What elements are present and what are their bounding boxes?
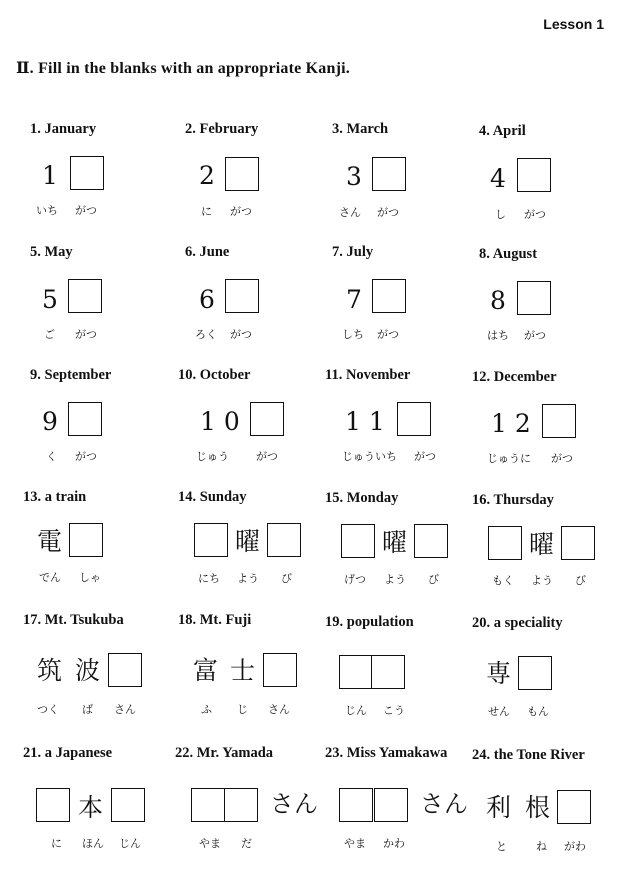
answer-box[interactable] xyxy=(250,402,284,436)
reading-2: がつ xyxy=(230,328,252,341)
answer-box-2[interactable] xyxy=(414,524,448,558)
answer-box-2[interactable] xyxy=(224,788,258,822)
item-number: 5 xyxy=(42,285,58,314)
answer-box-2[interactable] xyxy=(111,788,145,822)
item-21 xyxy=(23,745,173,865)
reading-1: でん xyxy=(39,571,61,584)
reading-1: ふ xyxy=(201,703,212,716)
kanji: 曜 xyxy=(235,527,261,556)
answer-box[interactable] xyxy=(517,158,551,192)
reading-2: がつ xyxy=(75,450,97,463)
item-number: 2 xyxy=(199,161,215,190)
kanji: 曜 xyxy=(529,530,555,559)
answer-box[interactable] xyxy=(263,653,297,687)
item-8 xyxy=(479,246,629,366)
answer-box-2[interactable] xyxy=(561,526,595,560)
item-19 xyxy=(325,614,475,734)
reading-2: がつ xyxy=(377,328,399,341)
reading-3: び xyxy=(281,572,292,585)
item-title: 9. September xyxy=(30,367,112,383)
answer-box[interactable] xyxy=(70,156,104,190)
answer-box[interactable] xyxy=(68,279,102,313)
kanji-1: 筑 xyxy=(37,656,63,685)
kanji-1: 利 xyxy=(486,793,512,822)
answer-box[interactable] xyxy=(518,656,552,690)
item-title: 4. April xyxy=(479,123,526,139)
item-6 xyxy=(185,244,335,364)
reading-2: じ xyxy=(237,703,248,716)
reading-2: かわ xyxy=(383,837,405,850)
item-number: 6 xyxy=(199,285,215,314)
item-title: 19. population xyxy=(325,614,414,630)
item-title: 3. March xyxy=(332,121,389,137)
reading-2: がつ xyxy=(75,328,97,341)
item-24 xyxy=(472,747,622,867)
item-number: 9 xyxy=(42,407,58,436)
reading-2: こう xyxy=(383,704,405,717)
item-17 xyxy=(23,612,173,732)
item-15 xyxy=(325,490,475,610)
reading-3: じん xyxy=(119,837,141,850)
answer-box[interactable] xyxy=(68,402,102,436)
item-1 xyxy=(30,121,180,241)
answer-box[interactable] xyxy=(225,279,259,313)
item-title: 12. December xyxy=(472,369,557,385)
item-title: 11. November xyxy=(325,367,411,383)
item-22 xyxy=(175,745,325,865)
item-4 xyxy=(479,123,629,243)
answer-box[interactable] xyxy=(542,404,576,438)
reading-2: がつ xyxy=(524,208,546,221)
item-number: 1 xyxy=(42,161,58,190)
reading-3: がわ xyxy=(564,840,586,853)
answer-box[interactable] xyxy=(557,790,591,824)
item-title: 2. February xyxy=(185,121,259,137)
instruction-text: Ⅱ. Fill in the blanks with an appropriate Kanji. xyxy=(16,60,350,77)
reading-1: いち xyxy=(36,204,58,217)
answer-box-1[interactable] xyxy=(191,788,225,822)
kanji: 本 xyxy=(78,793,104,822)
kanji: 専 xyxy=(486,659,512,688)
item-title: 22. Mr. Yamada xyxy=(175,745,274,761)
reading-1: し xyxy=(495,208,506,221)
reading-2: よう xyxy=(384,573,406,586)
reading-1: にち xyxy=(198,572,220,585)
item-23 xyxy=(325,745,475,865)
kanji: 曜 xyxy=(382,528,408,557)
kanji-1: 富 xyxy=(193,656,219,685)
answer-box[interactable] xyxy=(517,281,551,315)
item-number: 1 1 xyxy=(345,407,385,436)
reading-1: げつ xyxy=(344,573,366,586)
reading-1: に xyxy=(201,205,212,218)
answer-box-2[interactable] xyxy=(267,523,301,557)
kanji-2: 波 xyxy=(75,656,101,685)
answer-box-1[interactable] xyxy=(339,788,373,822)
reading-1: さん xyxy=(339,206,361,219)
reading-1: やま xyxy=(344,837,366,850)
item-title: 18. Mt. Fuji xyxy=(178,612,252,628)
answer-box[interactable] xyxy=(397,402,431,436)
answer-box-1[interactable] xyxy=(194,523,228,557)
reading-1: く xyxy=(46,450,57,463)
answer-box[interactable] xyxy=(372,157,406,191)
item-title: 15. Monday xyxy=(325,490,399,506)
item-16 xyxy=(472,492,622,612)
reading-2: がつ xyxy=(414,450,436,463)
reading-2: がつ xyxy=(230,205,252,218)
san-suffix: さん xyxy=(270,790,318,818)
reading-1: もく xyxy=(492,574,514,587)
reading-1: じゅういち xyxy=(342,450,397,463)
answer-box-2[interactable] xyxy=(374,788,408,822)
reading-2: がつ xyxy=(377,206,399,219)
reading-1: に xyxy=(51,837,62,850)
item-number: 3 xyxy=(346,162,362,191)
reading-1: はち xyxy=(487,329,509,342)
answer-box[interactable] xyxy=(69,523,103,557)
answer-box[interactable] xyxy=(108,653,142,687)
item-number: 4 xyxy=(490,164,506,193)
kanji: 電 xyxy=(37,527,63,556)
answer-box-1[interactable] xyxy=(339,655,373,689)
reading-3: び xyxy=(428,573,439,586)
item-18 xyxy=(178,612,328,732)
kanji-2: 根 xyxy=(525,793,551,822)
item-title: 24. the Tone River xyxy=(472,747,585,763)
kanji-2: 士 xyxy=(230,656,256,685)
item-number: 8 xyxy=(490,286,506,315)
item-title: 5. May xyxy=(30,244,73,260)
item-10 xyxy=(178,367,328,487)
item-title: 16. Thursday xyxy=(472,492,554,508)
item-number: 7 xyxy=(346,285,362,314)
reading-2: もん xyxy=(527,705,549,718)
reading-1: せん xyxy=(488,705,510,718)
reading-1: しち xyxy=(342,328,364,341)
item-11 xyxy=(325,367,475,487)
reading-1: じゅう xyxy=(196,450,229,463)
item-title: 1. January xyxy=(30,121,97,137)
reading-2: ば xyxy=(82,703,93,716)
reading-1: ろく xyxy=(195,328,217,341)
reading-1: じゅうに xyxy=(487,452,531,465)
reading-2: ね xyxy=(536,840,547,853)
item-number: 1 0 xyxy=(200,407,240,436)
item-3 xyxy=(332,121,482,241)
reading-2: だ xyxy=(241,837,252,850)
item-14 xyxy=(178,489,328,609)
reading-2: よう xyxy=(237,572,259,585)
reading-1: つく xyxy=(37,703,59,716)
answer-box-1[interactable] xyxy=(488,526,522,560)
reading-2: がつ xyxy=(75,204,97,217)
reading-2: よう xyxy=(531,574,553,587)
item-20 xyxy=(472,615,622,735)
san-suffix: さん xyxy=(420,790,468,818)
item-12 xyxy=(472,369,622,489)
item-title: 8. August xyxy=(479,246,538,262)
reading-2: がつ xyxy=(524,329,546,342)
lesson-label: Lesson 1 xyxy=(543,16,604,32)
reading-2: ほん xyxy=(82,837,104,850)
item-title: 20. a speciality xyxy=(472,615,563,631)
reading-1: じん xyxy=(345,704,367,717)
item-2 xyxy=(185,121,335,241)
item-title: 6. June xyxy=(185,244,230,260)
reading-3: び xyxy=(575,574,586,587)
item-title: 10. October xyxy=(178,367,251,383)
reading-1: ご xyxy=(44,328,55,341)
reading-2: がつ xyxy=(256,450,278,463)
reading-3: さん xyxy=(114,703,136,716)
answer-box-1[interactable] xyxy=(36,788,70,822)
reading-2: がつ xyxy=(551,452,573,465)
answer-box[interactable] xyxy=(225,157,259,191)
reading-1: やま xyxy=(199,837,221,850)
answer-box[interactable] xyxy=(372,279,406,313)
reading-2: しゃ xyxy=(79,571,101,584)
item-number: 1 2 xyxy=(491,409,531,438)
item-5 xyxy=(30,244,180,364)
item-7 xyxy=(332,244,482,364)
item-title: 14. Sunday xyxy=(178,489,247,505)
answer-box-2[interactable] xyxy=(371,655,405,689)
item-title: 21. a Japanese xyxy=(23,745,113,761)
item-title: 17. Mt. Tsukuba xyxy=(23,612,124,628)
item-title: 23. Miss Yamakawa xyxy=(325,745,448,761)
item-13 xyxy=(23,489,173,609)
item-title: 13. a train xyxy=(23,489,87,505)
answer-box-1[interactable] xyxy=(341,524,375,558)
item-9 xyxy=(30,367,180,487)
item-title: 7. July xyxy=(332,244,374,260)
reading-1: と xyxy=(496,840,507,853)
reading-3: さん xyxy=(268,703,290,716)
